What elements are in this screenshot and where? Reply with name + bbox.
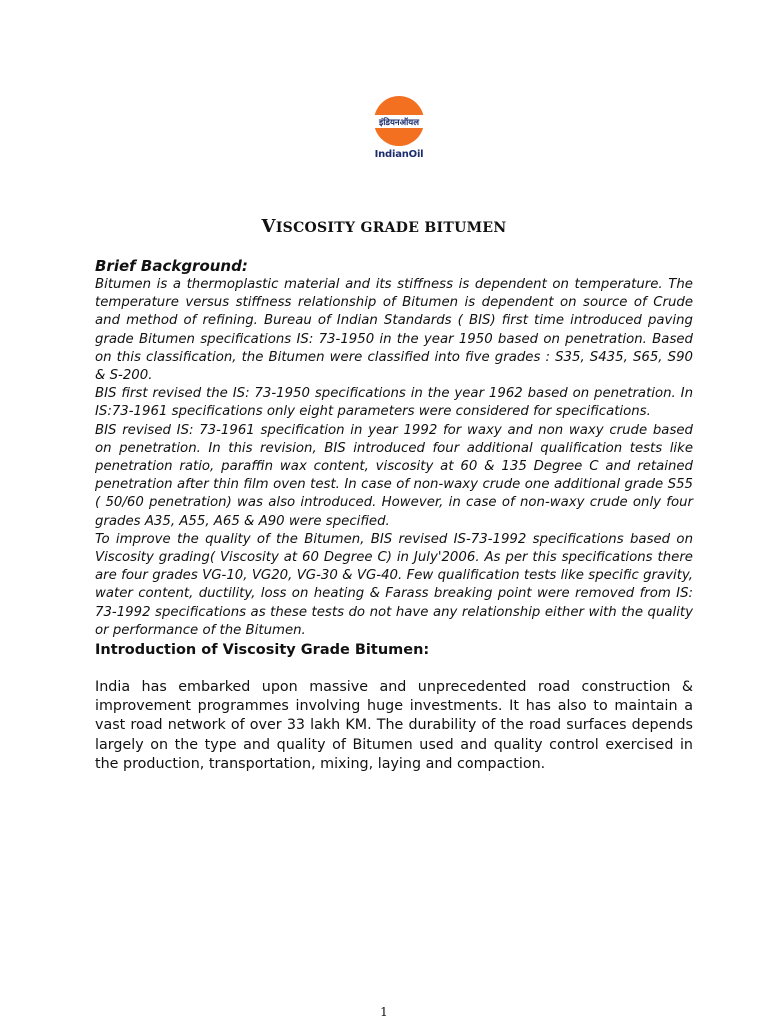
title-rest: ISCOSITY GRADE BITUMEN [275,220,507,236]
introduction-heading: Introduction of Viscosity Grade Bitumen: [95,642,430,659]
logo-name: IndianOil [374,149,424,160]
background-paragraph-1: Bitumen is a thermoplastic material and its stiffness is dependent on temperature. The temperature versus stiffness relationship of Bitumen is dependent on source of Crude and method of refining. Bureau of Indian Standards ( BIS) first time introduced paving grade Bitumen specifications IS: 73-1950 in the year 1950 based on penetration. Based on this classification, the Bitumen were classified into five grades : S35, S435, S65, S90 & S-200. [95,277,693,384]
indianoil-logo [369,95,429,161]
background-paragraph-3: BIS revised IS: 73-1961 specification in year 1992 for waxy and non waxy crude based on penetration. In this revision, BIS introduced four additional qualification tests like penetration ratio, paraffin wax content, viscosity at 60 & 135 Degree C and retained penetration after thin film oven test. In case of non-waxy crude one additional grade S55 ( 50/60 penetration) was also introduced. However, in case of non-waxy crude only four grades A35, A55, A65 & A90 were specified. [95,422,693,529]
title-first-letter: V [261,216,276,237]
indianoil-emblem-icon [373,95,425,147]
document-body [95,256,693,774]
logo-emblem-text: इंडियनऑयल [379,118,419,128]
background-paragraph-4: To improve the quality of the Bitumen, BIS revised IS-73-1992 specifications based on Viscosity grading( Viscosity at 60 Degree C) in July'2006. As per this specifications there are four grades VG-10, VG20, VG-30 & VG-40. Few qualification tests like specific gravity, water content, ductility, loss on heating & Farass breaking point were removed from IS: 73-1992 specifications as these tests do not have any relationship either with the quality or performance of the Bitumen. [95,531,693,638]
brief-background-heading: Brief Background: [95,257,248,275]
background-paragraph-2: BIS first revised the IS: 73-1950 specifications in the year 1962 based on penetration. In IS:73-1961 specifications only eight parameters were considered for specifications. [95,386,693,420]
introduction-paragraph: India has embarked upon massive and unprecedented road construction & improvement programmes involving huge investments. It has also to maintain a vast road network of over 33 lakh KM. The durability of the road surfaces depends largely on the type and quality of Bitumen used and quality control exercised in the production, transportation, mixing, laying and compaction. [95,679,693,772]
page-number: 1 [380,1005,388,1019]
document-title [0,216,768,237]
